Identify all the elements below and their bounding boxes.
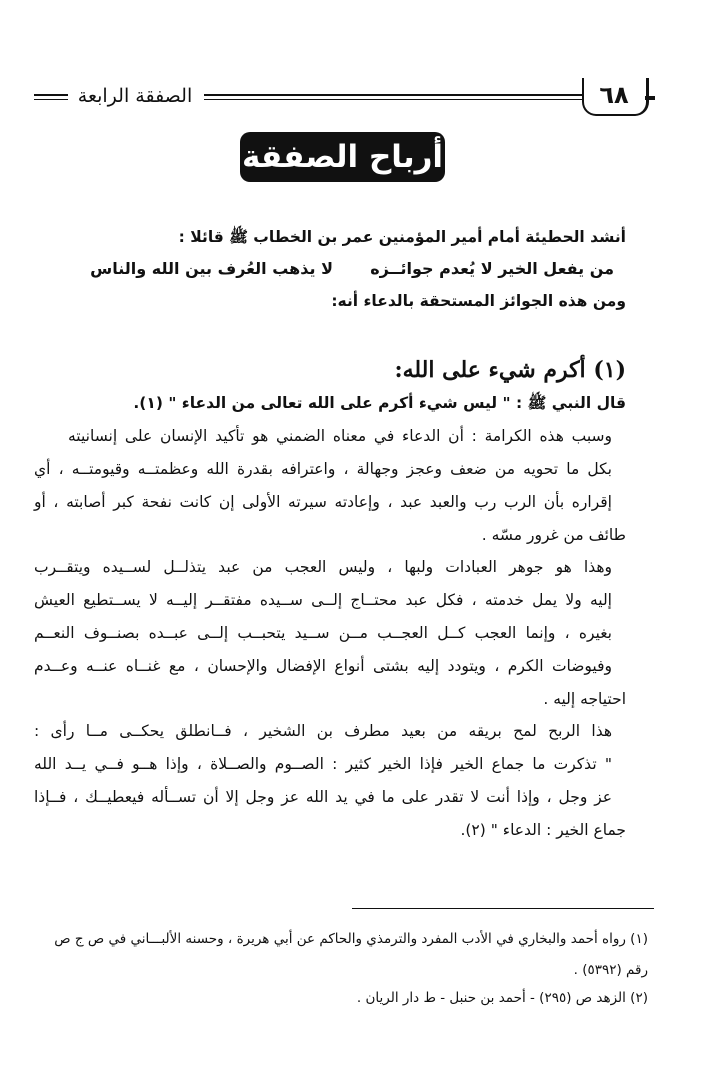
- page-number: ٦٨: [599, 81, 629, 109]
- paragraph-line: عز وجل ، وإذا أنت لا تقدر على ما في يد الله عز وجل إلا أن تســأله فيعطيــك ، فــإذا: [34, 788, 612, 806]
- paragraph-line: بكل ما تحويه من ضعف وعجز وجهالة ، واعترافه بقدرة الله وعظمتــه وقيومتــه ، أي: [34, 460, 612, 478]
- paragraph-line: بغيره ، وإنما العجب كــل العجــب مــن ســيد يتحبــب إلــى عبــده بصنــوف النعــم: [34, 624, 612, 642]
- footnote-separator: [352, 908, 654, 909]
- verse-first-hemistich: من يفعل الخير لا يُعدم جوائــزه: [370, 259, 614, 278]
- intro-line: أنشد الحطيئة أمام أمير المؤمنين عمر بن الخطاب ﷺ قائلا :: [178, 228, 626, 246]
- section-heading: (١) أكرم شيء على الله:: [394, 357, 626, 383]
- verse-second-hemistich: لا يذهب العُرف بين الله والناس: [90, 259, 333, 278]
- footnote: رقم (٥٣٩٢) .: [573, 962, 648, 978]
- paragraph-line: وهذا هو جوهر العبادات ولبها ، وليس العجب من عبد يتذلــل لســيده ويتقــرب: [34, 558, 612, 576]
- footnote: (١) رواه أحمد والبخاري في الأدب المفرد والترمذي والحاكم عن أبي هريرة ، وحسنه الألبـــاني في ص ج ص: [54, 931, 648, 947]
- paragraph-line: إليه ولا يمل خدمته ، فكل عبد محتــاج إلــى ســيده مفتقــر إليــه لا يســتطيع العيش: [34, 591, 612, 609]
- paragraph-line: جماع الخير : الدعاء " (٢).: [460, 821, 626, 839]
- intro-line: ومن هذه الجوائز المستحقة بالدعاء أنه:: [331, 292, 626, 310]
- paragraph-line: احتياجه إليه .: [543, 690, 626, 708]
- header-rule-left: [34, 94, 68, 96]
- paragraph-line: " تذكرت ما جماع الخير فإذا الخير كثير : الصــوم والصــلاة ، وإذا هــو فــي يــد الله: [34, 755, 612, 773]
- header-rule-middle-thin: [204, 99, 582, 100]
- paragraph-line: وسبب هذه الكرامة : أن الدعاء في معناه الضمني هو تأكيد الإنسان على إنسانيته: [68, 427, 612, 445]
- paragraph-line: هذا الربح لمح بريقه من بعيد مطرف بن الشخير ، فــانطلق يحكــى مــا رأى :: [34, 722, 612, 740]
- header-rule-right: [645, 96, 655, 100]
- hadith-line: قال النبي ﷺ : " ليس شيء أكرم على الله تعالى من الدعاء " (١).: [133, 394, 626, 412]
- paragraph-line: طائف من غرور مسّه .: [481, 526, 626, 544]
- chapter-title: أرباح الصفقة: [240, 132, 445, 182]
- paragraph-line: إقراره بأن الرب رب والعبد عبد ، وإعادته سيرته الأولى إن كانت نفحة كبر أصابته ، أو: [34, 493, 612, 511]
- running-header: [0, 78, 718, 118]
- footnote: (٢) الزهد ص (٢٩٥) - أحمد بن حنبل - ط دار الريان .: [356, 990, 648, 1006]
- running-title: الصفقة الرابعة: [77, 85, 193, 107]
- header-rule-left-thin: [34, 99, 68, 100]
- paragraph-line: وفيوضات الكرم ، ويتودد إليه بشتى أنواع الإفضال والإحسان ، مع غنــاه عنــه وعــدم: [34, 657, 612, 675]
- header-rule-middle: [204, 94, 582, 96]
